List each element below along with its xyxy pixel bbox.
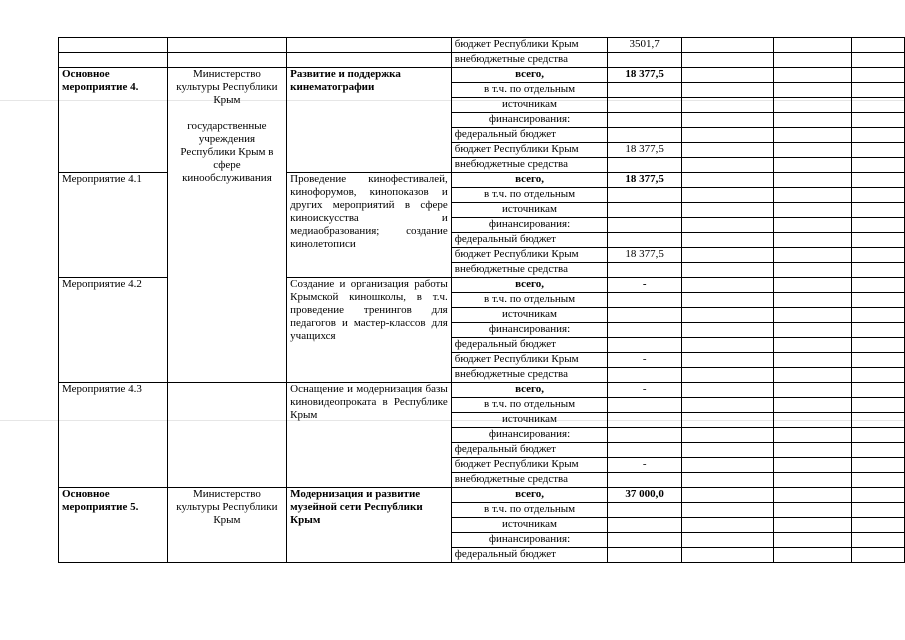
empty-cell: [851, 383, 904, 398]
amount-cell: [608, 413, 682, 428]
empty-cell: [681, 113, 773, 128]
funding-source-cell: всего,: [451, 173, 608, 188]
empty-cell: [774, 128, 851, 143]
empty-cell: [851, 533, 904, 548]
amount-cell: [608, 533, 682, 548]
measure-name-cell: Развитие и поддержка кинематографии: [287, 68, 452, 173]
empty-cell: [851, 68, 904, 83]
empty-cell: [681, 488, 773, 503]
empty-cell: [681, 308, 773, 323]
empty-cell: [851, 128, 904, 143]
empty-cell: [681, 443, 773, 458]
funding-source-cell: финансирования:: [451, 323, 608, 338]
empty-cell: [851, 503, 904, 518]
empty-cell: [774, 53, 851, 68]
empty-cell: [851, 413, 904, 428]
amount-cell: [608, 443, 682, 458]
empty-cell: [851, 98, 904, 113]
amount-cell: [608, 398, 682, 413]
empty-cell: [681, 98, 773, 113]
empty-cell: [774, 458, 851, 473]
empty-cell: [851, 53, 904, 68]
amount-cell: [608, 203, 682, 218]
funding-source-cell: всего,: [451, 383, 608, 398]
empty-cell: [774, 473, 851, 488]
funding-source-cell: финансирования:: [451, 113, 608, 128]
empty-cell: [774, 323, 851, 338]
funding-source-cell: федеральный бюджет: [451, 443, 608, 458]
amount-cell: [608, 218, 682, 233]
empty-cell: [851, 308, 904, 323]
empty-cell: [774, 383, 851, 398]
amount-cell: [608, 53, 682, 68]
empty-cell: [851, 203, 904, 218]
code-cell-empty: [59, 53, 168, 68]
empty-cell: [774, 113, 851, 128]
funding-source-cell: внебюджетные средства: [451, 473, 608, 488]
empty-cell: [774, 38, 851, 53]
amount-cell: [608, 428, 682, 443]
empty-cell: [681, 53, 773, 68]
amount-cell: 37 000,0: [608, 488, 682, 503]
funding-source-cell: в т.ч. по отдельным: [451, 188, 608, 203]
table-row: [59, 68, 905, 83]
funding-source-cell: внебюджетные средства: [451, 263, 608, 278]
amount-cell: 3501,7: [608, 38, 682, 53]
funding-source-cell: в т.ч. по отдельным: [451, 398, 608, 413]
empty-cell: [681, 278, 773, 293]
name-cell-empty: [287, 53, 452, 68]
empty-cell: [851, 473, 904, 488]
empty-cell: [774, 353, 851, 368]
empty-cell: [774, 533, 851, 548]
empty-cell: [681, 218, 773, 233]
empty-cell: [681, 158, 773, 173]
amount-cell: 18 377,5: [608, 68, 682, 83]
funding-source-cell: всего,: [451, 488, 608, 503]
empty-cell: [851, 113, 904, 128]
funding-source-cell: федеральный бюджет: [451, 548, 608, 563]
empty-cell: [681, 38, 773, 53]
funding-source-cell: финансирования:: [451, 428, 608, 443]
funding-source-cell: финансирования:: [451, 533, 608, 548]
empty-cell: [681, 173, 773, 188]
amount-cell: [608, 473, 682, 488]
empty-cell: [774, 173, 851, 188]
table-row: [59, 488, 905, 503]
executor-cell-empty: [167, 53, 287, 68]
funding-source-cell: источникам: [451, 203, 608, 218]
funding-source-cell: источникам: [451, 413, 608, 428]
measure-code-cell: Мероприятие 4.3: [59, 383, 168, 488]
empty-cell: [681, 338, 773, 353]
empty-cell: [681, 353, 773, 368]
amount-cell: [608, 188, 682, 203]
empty-cell: [851, 218, 904, 233]
measure-name-cell: Создание и организация работы Крымской киношколы, в т.ч. проведение тренингов для педагогов и мастер-классов для учащихся: [287, 278, 452, 383]
empty-cell: [851, 443, 904, 458]
measure-code-cell: Основное мероприятие 5.: [59, 488, 168, 563]
empty-cell: [681, 518, 773, 533]
amount-cell: -: [608, 353, 682, 368]
empty-cell: [681, 248, 773, 263]
empty-cell: [851, 263, 904, 278]
empty-cell: [681, 398, 773, 413]
amount-cell: [608, 518, 682, 533]
amount-cell: -: [608, 278, 682, 293]
empty-cell: [774, 398, 851, 413]
funding-source-cell: финансирования:: [451, 218, 608, 233]
funding-source-cell: всего,: [451, 68, 608, 83]
empty-cell: [774, 143, 851, 158]
empty-cell: [851, 548, 904, 563]
funding-source-cell: бюджет Республики Крым: [451, 353, 608, 368]
measure-code-cell: Основное мероприятие 4.: [59, 68, 168, 173]
empty-cell: [851, 353, 904, 368]
amount-cell: [608, 323, 682, 338]
table-row: [59, 53, 905, 68]
executor-cell: Министерство культуры Республики Крым государственные учреждения Республики Крым в сфере кинообслуживания: [167, 68, 287, 383]
empty-cell: [681, 548, 773, 563]
empty-cell: [774, 428, 851, 443]
empty-cell: [774, 488, 851, 503]
measure-name-cell: Оснащение и модернизация базы киновидеопроката в Республике Крым: [287, 383, 452, 488]
empty-cell: [681, 203, 773, 218]
funding-source-cell: внебюджетные средства: [451, 53, 608, 68]
empty-cell: [681, 263, 773, 278]
empty-cell: [681, 143, 773, 158]
amount-cell: [608, 338, 682, 353]
empty-cell: [851, 458, 904, 473]
empty-cell: [851, 248, 904, 263]
amount-cell: [608, 503, 682, 518]
empty-cell: [774, 503, 851, 518]
amount-cell: [608, 233, 682, 248]
empty-cell: [681, 503, 773, 518]
empty-cell: [851, 158, 904, 173]
funding-source-cell: источникам: [451, 518, 608, 533]
name-cell-empty: [287, 38, 452, 53]
amount-cell: [608, 158, 682, 173]
empty-cell: [774, 278, 851, 293]
table-row: [59, 38, 905, 53]
empty-cell: [851, 323, 904, 338]
empty-cell: [681, 293, 773, 308]
empty-cell: [774, 263, 851, 278]
amount-cell: 18 377,5: [608, 143, 682, 158]
empty-cell: [851, 173, 904, 188]
empty-cell: [681, 128, 773, 143]
executor-cell: Министерство культуры Республики Крым: [167, 488, 287, 563]
measure-name-cell: Проведение кинофестивалей, кинофорумов, кинопоказов и других мероприятий в сфере киноискусства и медиаобразования; создание кинолетописи: [287, 173, 452, 278]
empty-cell: [774, 218, 851, 233]
funding-source-cell: бюджет Республики Крым: [451, 143, 608, 158]
amount-cell: [608, 548, 682, 563]
empty-cell: [851, 188, 904, 203]
measure-name-cell: Модернизация и развитие музейной сети Республики Крым: [287, 488, 452, 563]
funding-source-cell: в т.ч. по отдельным: [451, 83, 608, 98]
measure-code-cell: Мероприятие 4.1: [59, 173, 168, 278]
funding-source-cell: федеральный бюджет: [451, 128, 608, 143]
empty-cell: [774, 368, 851, 383]
empty-cell: [774, 548, 851, 563]
empty-cell: [851, 233, 904, 248]
amount-cell: [608, 263, 682, 278]
empty-cell: [774, 233, 851, 248]
amount-cell: [608, 83, 682, 98]
empty-cell: [681, 233, 773, 248]
funding-source-cell: бюджет Республики Крым: [451, 458, 608, 473]
empty-cell: [774, 158, 851, 173]
empty-cell: [681, 473, 773, 488]
empty-cell: [774, 338, 851, 353]
funding-source-cell: бюджет Республики Крым: [451, 248, 608, 263]
empty-cell: [774, 308, 851, 323]
empty-cell: [681, 413, 773, 428]
empty-cell: [681, 533, 773, 548]
empty-cell: [774, 248, 851, 263]
empty-cell: [851, 83, 904, 98]
empty-cell: [681, 458, 773, 473]
funding-source-cell: бюджет Республики Крым: [451, 38, 608, 53]
empty-cell: [774, 518, 851, 533]
funding-source-cell: внебюджетные средства: [451, 368, 608, 383]
funding-source-cell: внебюджетные средства: [451, 158, 608, 173]
funding-source-cell: федеральный бюджет: [451, 338, 608, 353]
amount-cell: [608, 308, 682, 323]
executor-cell-empty: [167, 383, 287, 488]
funding-source-cell: федеральный бюджет: [451, 233, 608, 248]
table-row: [59, 383, 905, 398]
empty-cell: [851, 293, 904, 308]
amount-cell: 18 377,5: [608, 173, 682, 188]
code-cell-empty: [59, 38, 168, 53]
empty-cell: [851, 428, 904, 443]
empty-cell: [681, 83, 773, 98]
empty-cell: [774, 188, 851, 203]
amount-cell: [608, 128, 682, 143]
empty-cell: [681, 188, 773, 203]
empty-cell: [774, 68, 851, 83]
empty-cell: [774, 443, 851, 458]
empty-cell: [851, 143, 904, 158]
funding-source-cell: источникам: [451, 308, 608, 323]
amount-cell: [608, 368, 682, 383]
empty-cell: [851, 398, 904, 413]
empty-cell: [774, 413, 851, 428]
empty-cell: [681, 368, 773, 383]
funding-source-cell: в т.ч. по отдельным: [451, 503, 608, 518]
funding-source-cell: всего,: [451, 278, 608, 293]
amount-cell: 18 377,5: [608, 248, 682, 263]
amount-cell: [608, 113, 682, 128]
funding-source-cell: источникам: [451, 98, 608, 113]
empty-cell: [851, 338, 904, 353]
empty-cell: [681, 383, 773, 398]
empty-cell: [851, 518, 904, 533]
measure-code-cell: Мероприятие 4.2: [59, 278, 168, 383]
amount-cell: -: [608, 458, 682, 473]
empty-cell: [774, 293, 851, 308]
empty-cell: [774, 83, 851, 98]
amount-cell: -: [608, 383, 682, 398]
empty-cell: [851, 278, 904, 293]
empty-cell: [681, 68, 773, 83]
empty-cell: [851, 38, 904, 53]
empty-cell: [681, 428, 773, 443]
amount-cell: [608, 293, 682, 308]
funding-source-cell: в т.ч. по отдельным: [451, 293, 608, 308]
empty-cell: [851, 488, 904, 503]
empty-cell: [681, 323, 773, 338]
amount-cell: [608, 98, 682, 113]
executor-cell-empty: [167, 38, 287, 53]
empty-cell: [774, 203, 851, 218]
empty-cell: [774, 98, 851, 113]
program-financing-table: [58, 37, 905, 563]
empty-cell: [851, 368, 904, 383]
